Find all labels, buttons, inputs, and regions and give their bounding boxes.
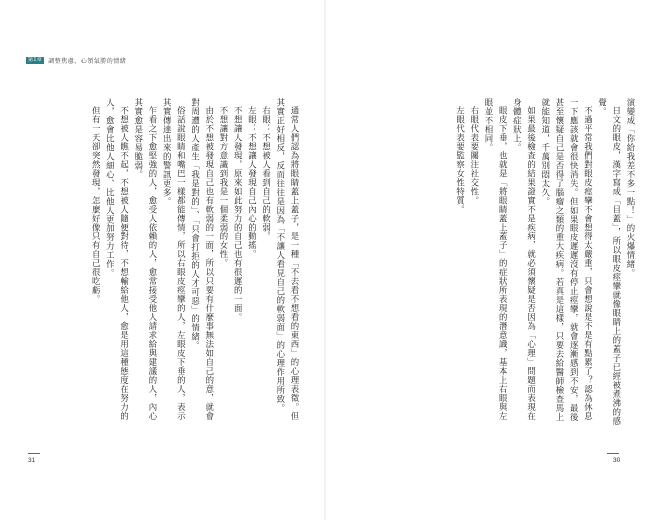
running-head bbox=[26, 56, 126, 65]
paragraph: 眼皮下垂，也就是「將眼睛蓋上蓋子」的症狀所表現的潛意識，基本上右眼與左眼並不相同。 bbox=[483, 98, 509, 422]
paragraph: 但有一天卻突然發現，怎麼好像只有自己很吃虧。 bbox=[91, 106, 102, 305]
paragraph: 左眼：不想讓人發現自己內心的動搖。 bbox=[247, 106, 258, 260]
paragraph: 不過平常我們對眼皮痙攣不會想得太嚴重，只會想說是不是有點累了？認為休息一下應該就會很快消失。但如果眼皮遲遲沒有停止痙攣，就會逐漸感到不安，最後甚至懷疑自己是否得了腦瘤之類的重大疾病。若真是這樣，只要去給醫師檢查馬上就能知道，千萬別悶太久。 bbox=[540, 98, 594, 422]
paragraph: 右眼：不想被人看到自己的軟弱。 bbox=[261, 106, 272, 242]
paragraph: 左眼代表要監察女性特質。 bbox=[455, 106, 466, 215]
paragraph: 俗話說眼睛和嘴巴一樣都能傳情，所以右眼皮痙攣的人，左眼皮下垂的人，表示其實傳達出來的警訊更多。 bbox=[162, 98, 187, 422]
paragraph: 演變成「你給我差不多一點！」的火爆情緒。 bbox=[626, 98, 636, 278]
paragraph: 日文的眼皮，漢字寫成「目蓋」，所以眼皮痙攣就像眼睛上的蓋子已經被煮沸的感覺。 bbox=[597, 98, 622, 426]
right-page bbox=[325, 0, 650, 520]
folio-rule bbox=[28, 453, 40, 454]
paragraph: 乍看之下愈堅強的人，愈受人依賴的人，愈常接受他人請求給與建議的人，內心其實愈是容易脆弱。 bbox=[133, 98, 158, 422]
paragraph: 不想讓人發現，原來如此努力的自己也有很遲的一面。 bbox=[233, 106, 244, 323]
right-page-body bbox=[370, 98, 638, 428]
paragraph: 不想讓對方意識到我是一個柔弱的女性。 bbox=[218, 106, 229, 269]
paragraph: 由於不想被發現自己也有軟弱的一面，所以只要有什麼事無法如自己的意，就會對周遭的人產生「我是對的」、「只會打拒的人才可惡」的情緒。 bbox=[190, 98, 215, 422]
folio-rule bbox=[607, 453, 619, 454]
left-page-body bbox=[52, 98, 302, 428]
paragraph: 右眼代表要關注社交性。 bbox=[469, 106, 480, 206]
page-number-left: 31 bbox=[28, 457, 36, 464]
page-number-right: 30 bbox=[613, 457, 621, 464]
paragraph: 不想被人瞧不起，不想被人隨便對待，不想輸給他人，愈是用這種態度在努力的人，愈會比他人細心、比他人更加努力工作。 bbox=[105, 98, 130, 422]
chapter-title: 調整焦慮、心領氣勝的情緒 bbox=[48, 58, 127, 65]
chapter-label: 第1章 bbox=[28, 57, 43, 63]
paragraph: 如果最後檢查的結果證實不是疾病，就必須懷疑是否因為「心理」問題而表現在身體症狀上。 bbox=[512, 98, 537, 422]
paragraph: 通常人們認為將眼睛蓋上蓋子，是一種「不去看不想看的東西」的心理表徵。但其實正好相反，反而往往是因為「不讓人看見自己的軟弱面」的心理作用所致。 bbox=[275, 98, 300, 422]
